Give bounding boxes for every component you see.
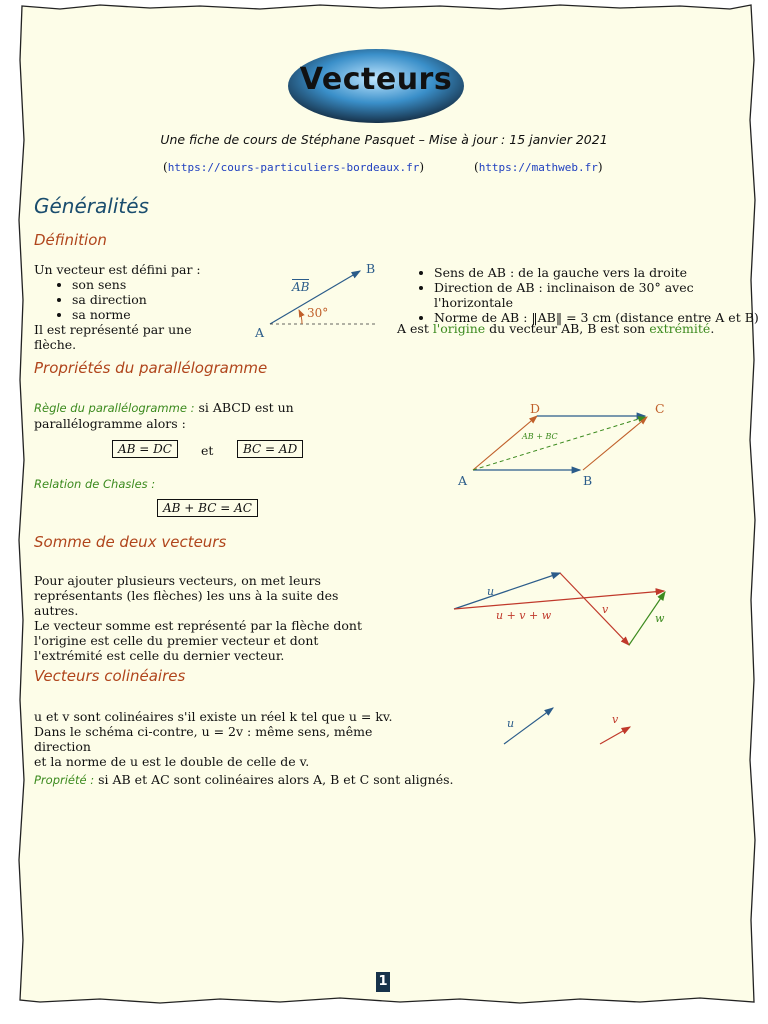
vector-label-ab: AB xyxy=(292,280,310,294)
equation-ab-dc: AB = DC xyxy=(112,440,178,458)
and-word: et xyxy=(201,443,214,458)
link-2-wrap: (https://mathweb.fr) xyxy=(474,160,603,174)
vector-v xyxy=(560,573,629,645)
point-label-a: A xyxy=(255,325,265,340)
heading-definition: Définition xyxy=(34,231,107,249)
extremity-word: extrémité xyxy=(649,321,711,336)
definition-intro: Un vecteur est défini par : xyxy=(34,262,201,277)
sum-label: AB + BC xyxy=(522,432,558,441)
vector-bc xyxy=(583,417,647,470)
heading-colineaires: Vecteurs colinéaires xyxy=(34,667,186,685)
chasles-equation: AB + BC = AC xyxy=(157,499,258,517)
origin-text-2: du vecteur AB, B est son xyxy=(485,321,650,336)
list-item: • sa norme xyxy=(72,307,234,322)
somme-text-1: Pour ajouter plusieurs vecteurs, on met leurs représentants (les flèches) les uns à la suite des autres. xyxy=(34,573,339,618)
colineaires-text xyxy=(34,709,394,769)
colinear-figure xyxy=(500,700,640,750)
definition-text xyxy=(34,262,234,352)
definition-outro: Il est représenté par une flèche. xyxy=(34,322,192,352)
rule-label: Règle du parallélogramme : xyxy=(34,401,195,415)
link-mathweb[interactable]: https://mathweb.fr xyxy=(478,161,598,174)
link-1-wrap: (https://cours-particuliers-bordeaux.fr) xyxy=(163,160,425,174)
property-text: si AB et AC sont colinéaires alors A, B et C sont alignés. xyxy=(98,772,454,787)
colineaires-property xyxy=(34,772,534,788)
origin-sentence xyxy=(397,321,747,336)
label-w: w xyxy=(655,612,665,625)
colineaires-line-1: u et v sont colinéaires s'il existe un réel k tel que u = kv. xyxy=(34,709,393,724)
angle-label: 30° xyxy=(307,306,329,320)
origin-word: l'origine xyxy=(432,321,486,336)
label-v-colinear: v xyxy=(612,713,619,726)
label-u-colinear: u xyxy=(507,717,515,730)
page-number: 1 xyxy=(376,972,390,992)
heading-generalites: Généralités xyxy=(34,194,149,218)
point-a: A xyxy=(458,473,468,488)
page-title: Vecteurs xyxy=(299,62,453,97)
colineaires-line-2: Dans le schéma ci-contre, u = 2v : même sens, même direction xyxy=(34,724,373,754)
vector-u xyxy=(454,573,560,609)
heading-parallelogramme: Propriétés du parallélogramme xyxy=(34,359,268,377)
colineaires-line-3: et la norme de u est le double de celle de v. xyxy=(34,754,310,769)
origin-text-3: . xyxy=(710,321,715,336)
somme-text xyxy=(34,573,384,663)
equation-bc-ad: BC = AD xyxy=(237,440,303,458)
list-item: • sa direction xyxy=(72,292,234,307)
point-label-b: B xyxy=(366,261,376,276)
bullet-sens: • Sens de AB : de la gauche vers la droite xyxy=(434,265,768,280)
vector-ac xyxy=(473,417,645,470)
bullet-norme: • Norme de AB : ‖AB‖ = 3 cm (distance entre A et B) xyxy=(434,310,768,325)
rule-paragraph xyxy=(34,400,314,431)
chasles-label: Relation de Chasles : xyxy=(34,477,156,491)
angle-arc xyxy=(299,310,302,324)
point-d: D xyxy=(530,401,541,416)
definition-bullets xyxy=(414,265,768,325)
definition-list xyxy=(34,277,234,322)
point-b: B xyxy=(583,473,593,488)
bullet-direction: • Direction de AB : inclinaison de 30° avec l'horizontale xyxy=(434,280,768,310)
vector-v-colinear xyxy=(600,727,630,744)
parallelogram-figure xyxy=(455,398,675,490)
label-v: v xyxy=(602,603,609,616)
point-c: C xyxy=(655,401,665,416)
origin-text-1: A est xyxy=(397,321,433,336)
label-u: u xyxy=(487,585,495,598)
heading-somme: Somme de deux vecteurs xyxy=(34,533,227,551)
link-cours-particuliers[interactable]: https://cours-particuliers-bordeaux.fr xyxy=(167,161,420,174)
list-item: • son sens xyxy=(72,277,234,292)
vector-sum xyxy=(454,591,664,609)
property-label: Propriété : xyxy=(34,773,95,787)
somme-text-2: Le vecteur somme est représenté par la flèche dont l'origine est celle du premier vecteur et dont l'extrémité est celle du dernier vecteur. xyxy=(34,618,362,663)
sum-figure xyxy=(450,565,680,655)
label-sum: u + v + w xyxy=(496,609,552,622)
vector-ad xyxy=(473,416,537,470)
subtitle: Une fiche de cours de Stéphane Pasquet – Mise à jour : 15 janvier 2021 xyxy=(160,132,608,147)
rule-text: si ABCD est un parallélogramme alors : xyxy=(34,400,294,431)
